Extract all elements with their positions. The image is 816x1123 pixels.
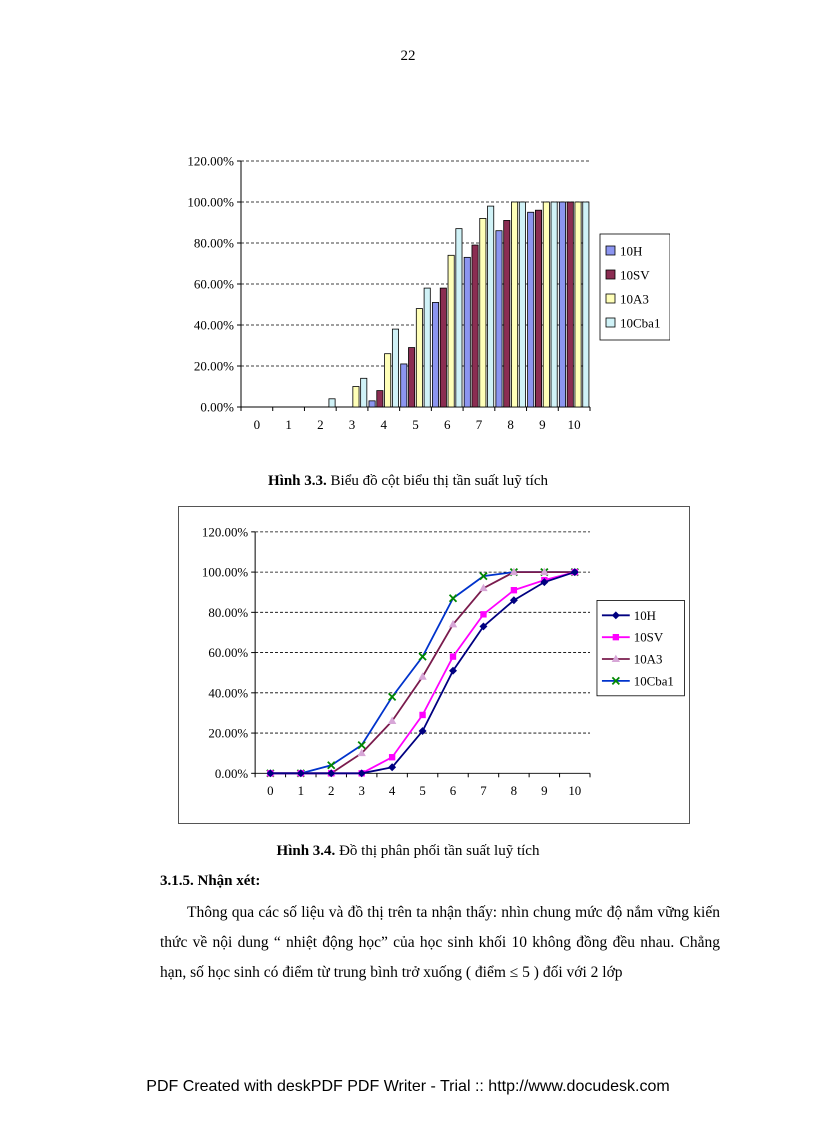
bar — [488, 206, 494, 407]
bar — [424, 288, 430, 407]
x-tick-label: 9 — [541, 783, 548, 799]
bar — [543, 202, 549, 407]
legend-label: 10H — [620, 243, 643, 259]
bar — [416, 309, 422, 407]
legend-swatch — [606, 270, 615, 279]
page-number: 22 — [400, 48, 416, 64]
x-tick-label: 10 — [568, 783, 582, 799]
line-marker — [613, 634, 619, 640]
bar — [464, 257, 470, 407]
line-marker — [511, 587, 517, 593]
bar — [583, 202, 589, 407]
bar — [401, 364, 407, 407]
y-tick-label: 0.00% — [200, 399, 234, 415]
y-tick-label: 120.00% — [201, 524, 249, 540]
section-heading: 3.1.5. Nhận xét: — [160, 873, 261, 889]
line-marker — [419, 712, 425, 718]
y-tick-label: 20.00% — [193, 358, 234, 374]
bar — [575, 202, 581, 407]
line-marker — [480, 611, 486, 617]
bar — [361, 378, 367, 407]
bar — [519, 202, 525, 407]
y-tick-label: 0.00% — [214, 765, 249, 781]
x-tick-label: 7 — [480, 783, 487, 799]
x-tick-label: 2 — [328, 783, 335, 799]
line-marker — [450, 595, 457, 602]
x-tick-label: 0 — [267, 783, 274, 799]
bar — [480, 218, 486, 407]
bar — [535, 210, 541, 407]
x-tick-label: 5 — [412, 417, 419, 432]
figure-caption-3-3 — [0, 473, 816, 490]
x-tick-label: 1 — [285, 417, 292, 432]
paragraph-text: Thông qua các số liệu và đồ thị trên ta nhận thấy: nhìn chung mức độ nắm vững kiến thức về nội dung “ nhiệt động học” của học sinh khối 10 không đồng đều nhau. Chẳng hạn, số học sinh có điểm từ trung bình trở xuống ( điểm ≤ 5 ) đối với 2 lớp — [160, 904, 720, 981]
bar — [392, 329, 398, 407]
bar — [385, 354, 391, 407]
y-tick-label: 100.00% — [201, 564, 249, 580]
x-tick-label: 4 — [380, 417, 388, 432]
cumulative-frequency-line-chart — [178, 506, 690, 824]
y-tick-label: 40.00% — [193, 317, 234, 333]
line-marker — [419, 653, 426, 660]
pdf-watermark-footer: PDF Created with deskPDF PDF Writer - Trial :: http://www.docudesk.com — [146, 1078, 670, 1095]
bar — [329, 399, 335, 407]
legend-swatch — [606, 318, 615, 327]
bar — [511, 202, 517, 407]
x-tick-label: 9 — [539, 417, 546, 432]
x-tick-label: 6 — [449, 783, 457, 799]
figure-label: Hình 3.3. — [268, 473, 327, 489]
x-tick-label: 8 — [507, 417, 514, 432]
bar — [377, 391, 383, 407]
x-tick-label: 4 — [388, 783, 396, 799]
bar — [353, 387, 359, 408]
x-tick-label: 10 — [567, 417, 581, 432]
x-tick-label: 7 — [475, 417, 483, 432]
x-tick-label: 0 — [253, 417, 261, 432]
line-marker — [389, 754, 395, 760]
bar — [409, 348, 415, 407]
y-tick-label: 60.00% — [193, 276, 234, 292]
x-tick-label: 3 — [348, 417, 356, 432]
figure-text: Đồ thị phân phối tần suất luỹ tích — [339, 843, 540, 859]
bar — [472, 245, 478, 407]
x-tick-label: 6 — [443, 417, 451, 432]
x-tick-label: 3 — [358, 783, 365, 799]
y-tick-label: 60.00% — [208, 645, 249, 661]
bar — [528, 212, 534, 407]
legend-swatch — [606, 294, 615, 303]
legend-label: 10A3 — [633, 651, 663, 667]
cumulative-frequency-bar-chart — [150, 145, 670, 455]
legend-label: 10Cba1 — [633, 673, 674, 689]
bar — [369, 401, 375, 407]
figure-label: Hình 3.4. — [276, 843, 336, 859]
legend-label: 10SV — [620, 267, 650, 283]
figure-text: Biểu đồ cột biểu thị tần suất luỹ tích — [330, 473, 548, 489]
line-marker — [450, 653, 456, 659]
legend-swatch — [606, 246, 615, 255]
bar — [551, 202, 557, 407]
bar — [456, 229, 462, 407]
bar — [504, 220, 510, 407]
line-marker — [389, 693, 396, 700]
x-tick-label: 2 — [317, 417, 324, 432]
bar — [440, 288, 446, 407]
legend-label: 10Cba1 — [620, 315, 661, 331]
bar — [559, 202, 565, 407]
x-tick-label: 5 — [419, 783, 426, 799]
legend-label: 10A3 — [620, 291, 649, 307]
figure-caption-3-4 — [0, 843, 816, 860]
y-tick-label: 100.00% — [187, 194, 234, 210]
y-tick-label: 120.00% — [187, 153, 234, 169]
bar — [567, 202, 573, 407]
legend-label: 10H — [633, 607, 656, 623]
y-tick-label: 40.00% — [208, 685, 249, 701]
y-tick-label: 80.00% — [208, 604, 249, 620]
x-tick-label: 1 — [297, 783, 305, 799]
y-tick-label: 20.00% — [208, 725, 249, 741]
legend-label: 10SV — [633, 629, 664, 645]
x-tick-label: 8 — [510, 783, 518, 799]
y-tick-label: 80.00% — [193, 235, 234, 251]
line-marker — [358, 742, 365, 749]
body-paragraph — [160, 898, 720, 988]
bar — [448, 255, 454, 407]
bar — [432, 302, 438, 407]
bar — [496, 231, 502, 407]
